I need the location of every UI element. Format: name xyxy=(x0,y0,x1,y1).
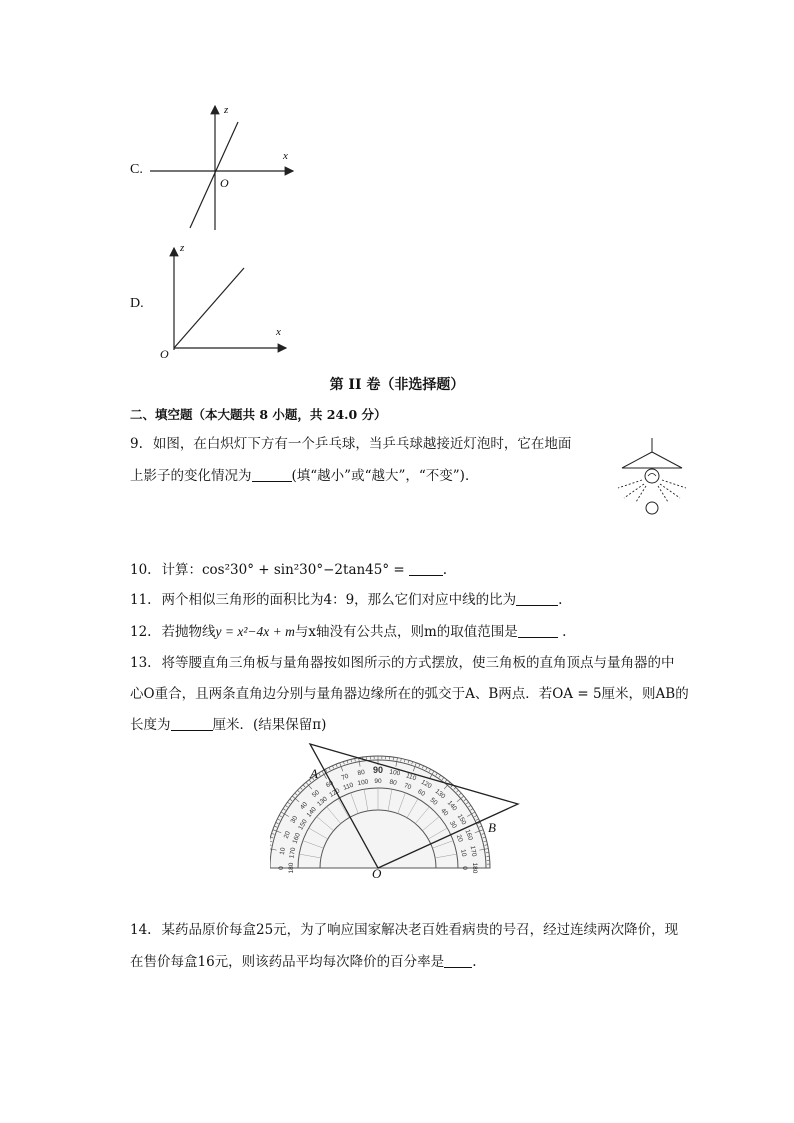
question-12 xyxy=(130,621,566,643)
scale-label-outer: 110 xyxy=(404,772,418,783)
answer-blank[interactable] xyxy=(171,716,213,731)
scale-label-inner: 70 xyxy=(402,782,413,792)
question-text: 上影子的变化情况为 xyxy=(130,468,252,484)
question-10 xyxy=(130,560,447,581)
scale-label-inner: 10 xyxy=(459,848,468,858)
scale-label-outer: 130 xyxy=(433,787,447,801)
scale-label-inner: 150 xyxy=(297,818,309,832)
graph-line xyxy=(190,122,238,228)
section-title: 第 II 卷（非选择题） xyxy=(329,377,465,393)
question-13-line2 xyxy=(130,684,689,705)
scale-label-outer: 40 xyxy=(299,800,310,811)
option-c-z-label: z xyxy=(224,104,229,116)
scale-label-outer: 160 xyxy=(463,828,474,842)
question-13-line3 xyxy=(130,715,326,736)
scale-label-inner: 110 xyxy=(342,781,355,792)
scale-label-outer: 60 xyxy=(324,779,335,790)
question-11 xyxy=(130,590,562,611)
question-text: 若抛物线 xyxy=(161,624,216,640)
scale-label-inner: 180 xyxy=(288,862,295,874)
graph-line xyxy=(174,268,244,348)
scale-label-outer: 10 xyxy=(278,847,288,856)
scale-label-inner: 60 xyxy=(416,788,427,798)
protractor-figure xyxy=(270,738,530,888)
question-text: 将等腰直角三角板与量角器按如图所示的方式摆放，使三角板的直角顶点与量角器的中 xyxy=(161,655,675,671)
question-text: 厘米．(结果保留π) xyxy=(212,717,327,733)
question-end: . xyxy=(442,562,448,578)
option-c-graph xyxy=(145,100,305,235)
scale-label-inner: 30 xyxy=(448,819,458,830)
question-number: 11. xyxy=(130,592,152,608)
scale-label-inner: 90 xyxy=(374,778,382,785)
scale-label-inner: 170 xyxy=(288,847,298,859)
question-13-line1 xyxy=(130,653,674,674)
question-number: 13. xyxy=(130,655,152,671)
scale-label-inner: 130 xyxy=(315,795,329,808)
scale-label-inner: 140 xyxy=(305,805,318,819)
question-text: (填“越小”或“越大”，“不变”)． xyxy=(291,468,479,484)
section-heading: 二、填空题（本大题共 8 小题，共 24.0 分） xyxy=(130,407,387,422)
math-expression: y = x²−4x + m xyxy=(215,624,295,639)
question-number: 10. xyxy=(130,562,152,578)
option-c-origin: O xyxy=(220,176,229,190)
question-text: 计算：cos²30° + sin²30°−2tan45° = xyxy=(161,562,405,578)
scale-label-outer: 80 xyxy=(357,768,366,778)
question-end: . xyxy=(558,592,563,608)
scale-label-inner: 80 xyxy=(388,778,398,787)
scale-label-outer: 170 xyxy=(468,845,478,858)
option-d-x-label: x xyxy=(276,326,281,338)
scale-label-outer: 100 xyxy=(388,768,401,778)
question-number: 9. xyxy=(130,436,143,452)
point-a-label: A xyxy=(310,766,318,781)
question-14-line1 xyxy=(130,920,678,941)
scale-label-outer: 20 xyxy=(282,830,292,840)
question-text: 长度为 xyxy=(130,717,171,733)
scale-label-outer: 70 xyxy=(340,772,350,782)
answer-blank[interactable] xyxy=(252,467,292,482)
question-9-line2 xyxy=(130,466,478,487)
scale-label-outer: 50 xyxy=(310,789,321,800)
scale-label-inner: 100 xyxy=(357,778,369,788)
point-b-label: B xyxy=(488,820,496,835)
question-9-line1 xyxy=(130,434,571,455)
lamp-figure xyxy=(610,436,695,518)
scale-label-outer: 140 xyxy=(445,799,459,813)
question-text: 两个相似三角形的面积比为4：9，那么它们对应中线的比为 xyxy=(161,592,517,608)
point-o-label: O xyxy=(372,866,382,881)
scale-label-inner: 50 xyxy=(428,796,439,807)
question-number: 14. xyxy=(130,922,152,938)
scale-label-outer: 120 xyxy=(419,778,433,791)
scale-label-inner: 120 xyxy=(328,787,342,799)
answer-blank[interactable] xyxy=(516,591,558,606)
scale-label-inner: 40 xyxy=(439,807,450,818)
option-d-label: D. xyxy=(130,296,144,311)
question-end: . xyxy=(562,624,567,640)
scale-label-outer: 150 xyxy=(455,813,468,827)
option-d-origin: O xyxy=(160,347,169,361)
question-end: . xyxy=(472,954,477,970)
option-c-x-label: x xyxy=(283,150,288,162)
question-text: 如图，在白炽灯下方有一个乒乓球，当乒乓球越接近灯泡时，它在地面 xyxy=(152,436,572,452)
question-text: 与x轴没有公共点，则m的取值范围是 xyxy=(294,624,518,640)
option-d-graph xyxy=(160,240,295,355)
answer-blank[interactable] xyxy=(409,561,443,576)
scale-label-outer: 30 xyxy=(289,814,300,825)
scale-label-outer: 90 xyxy=(372,765,384,775)
answer-blank[interactable] xyxy=(444,953,472,968)
option-d-z-label: z xyxy=(180,242,185,254)
option-c-label: C. xyxy=(130,162,143,177)
scale-label-inner: 0 xyxy=(461,866,468,870)
scale-label-inner: 20 xyxy=(454,833,464,844)
question-text: 在售价每盒16元，则该药品平均每次降价的百分率是 xyxy=(130,954,445,970)
scale-label-inner: 160 xyxy=(291,832,302,845)
question-text: 某药品原价每盒25元，为了响应国家解决老百姓看病贵的号召，经过连续两次降价，现 xyxy=(161,922,679,938)
question-number: 12. xyxy=(130,624,152,640)
scale-label-outer: 180 xyxy=(471,862,478,874)
scale-label-outer: 0 xyxy=(278,866,285,870)
question-text: 心O重合，且两条直角边分别与量角器边缘所在的弧交于A、B两点．若OA = 5厘米，则AB的 xyxy=(130,686,689,702)
answer-blank[interactable] xyxy=(518,623,558,638)
question-14-line2 xyxy=(130,952,476,973)
